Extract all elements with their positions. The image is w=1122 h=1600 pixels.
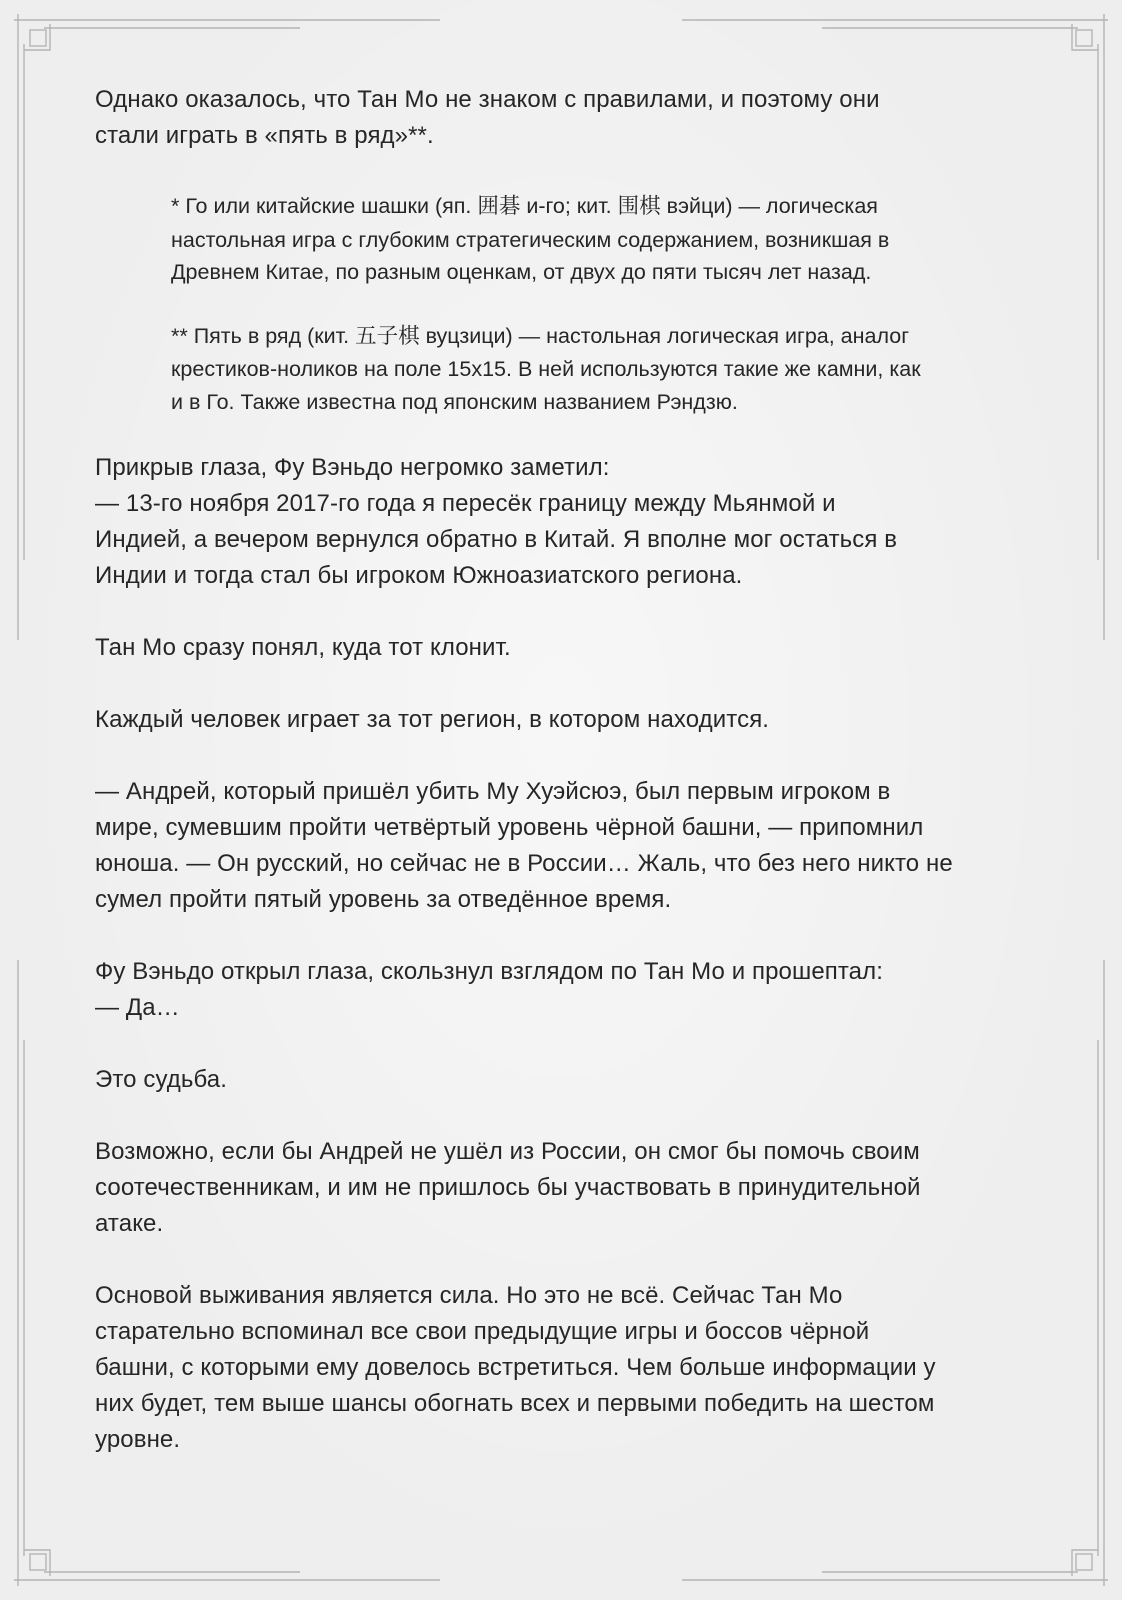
text-line: Тан Мо сразу понял, куда тот клонит. (95, 634, 511, 661)
chinese-characters: 五子棋 (355, 323, 420, 349)
text-fragment: и-го; кит. (520, 194, 618, 218)
text-line: Однако оказалось, что Тан Мо не знаком с правилами, и поэтому они (95, 86, 880, 113)
text-line: мире, сумевшим пройти четвёртый уровень чёрной башни, — припомнил (95, 814, 924, 841)
chinese-characters: 囲碁 (477, 194, 521, 219)
text-line: — Андрей, который пришёл убить Му Хуэйсюэ, был первым игроком в (95, 778, 891, 805)
text-line: старательно вспоминал все свои предыдущие игры и боссов чёрной (95, 1318, 870, 1345)
text-line: них будет, тем выше шансы обогнать всех и первыми победить на шестом (95, 1390, 935, 1417)
text-line: — 13-го ноября 2017-го года я пересёк границу между Мьянмой и (95, 490, 836, 517)
text-line: и в Го. Также известна под японским названием Рэндзю. (171, 389, 738, 414)
text-line (171, 190, 1031, 224)
text-line: крестиков-ноликов на поле 15x15. В ней используются такие же камни, как (171, 357, 921, 381)
footnote-five-in-row (171, 320, 1031, 419)
paragraph (95, 774, 1035, 918)
text-fragment: вуцзици) — настольная логическая игра, аналог (419, 323, 910, 348)
text-line: настольная игра с глубоким стратегическим содержанием, возникшая в (171, 227, 890, 252)
chinese-characters: 围棋 (617, 194, 661, 219)
text-line: уровне. (95, 1426, 181, 1453)
text-line: Индии и тогда стал бы игроком Южноазиатского региона. (95, 562, 743, 589)
text-fragment: вэйци) — логическая (660, 194, 878, 218)
paragraph (95, 1134, 1035, 1242)
footnotes (95, 190, 1031, 418)
text-line: Возможно, если бы Андрей не ушёл из России, он смог бы помочь своим (95, 1138, 920, 1165)
text-line: Это судьба. (95, 1066, 228, 1093)
text-line: Древнем Китае, по разным оценкам, от двух до пяти тысяч лет назад. (171, 260, 872, 284)
text-line: Индией, а вечером вернулся обратно в Китай. Я вполне мог остаться в (95, 526, 898, 553)
text-line: соотечественникам, и им не пришлось бы участвовать в принудительной (95, 1174, 921, 1201)
text-line: атаке. (95, 1210, 164, 1237)
text-line: стали играть в «пять в ряд»**. (95, 122, 434, 149)
paragraph (95, 630, 1035, 666)
paragraph (95, 82, 1035, 154)
text-fragment: * Го или китайские шашки (яп. (171, 194, 478, 218)
paragraph (95, 1062, 1035, 1098)
text-line: Основой выживания является сила. Но это не всё. Сейчас Тан Мо (95, 1282, 843, 1309)
text-line: Каждый человек играет за тот регион, в котором находится. (95, 706, 770, 733)
text-line: Прикрыв глаза, Фу Вэньдо негромко заметил: (95, 454, 610, 481)
text-fragment: ** Пять в ряд (кит. (171, 323, 356, 348)
text-line: Фу Вэньдо открыл глаза, скользнул взглядом по Тан Мо и прошептал: (95, 958, 883, 985)
document-body (95, 82, 1035, 1494)
text-line (171, 320, 1031, 354)
paragraph (95, 450, 1035, 594)
text-line: сумел пройти пятый уровень за отведённое время. (95, 886, 672, 913)
footnote-go (171, 190, 1031, 289)
paragraph (95, 954, 1035, 1026)
text-line: — Да… (95, 994, 180, 1021)
paragraph (95, 702, 1035, 738)
text-line: юноша. — Он русский, но сейчас не в России… Жаль, что без него никто не (95, 850, 953, 877)
text-line: башни, с которыми ему довелось встретиться. Чем больше информации у (95, 1354, 936, 1381)
paragraph (95, 1278, 1035, 1458)
